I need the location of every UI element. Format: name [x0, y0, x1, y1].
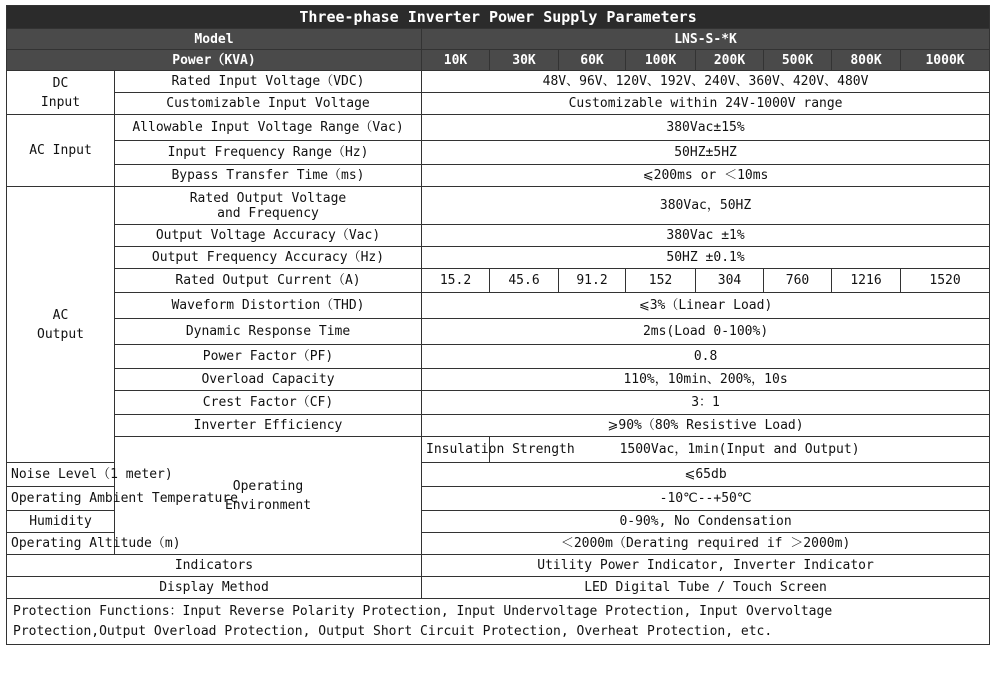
power-value: 200K [696, 50, 764, 71]
group-ac-output [7, 187, 115, 463]
param-label: Power Factor（PF) [115, 345, 422, 369]
power-label: Power（KVA) [7, 50, 422, 71]
power-row [7, 50, 990, 71]
power-value: 1000K [901, 50, 990, 71]
param-label [115, 187, 422, 225]
param-label: Dynamic Response Time [115, 319, 422, 345]
table-row [7, 555, 990, 577]
param-value: 50HZ ±0.1% [422, 247, 990, 269]
title-row [7, 6, 990, 29]
table-row [7, 577, 990, 599]
param-value: 50HZ±5HZ [422, 141, 990, 165]
param-label: Humidity [7, 511, 115, 533]
table-row [7, 225, 990, 247]
param-value: ⩽200ms or ＜10ms [422, 165, 990, 187]
current-value: 760 [764, 269, 832, 293]
table-row [7, 165, 990, 187]
power-value: 800K [832, 50, 901, 71]
param-label: Input Frequency Range（Hz) [115, 141, 422, 165]
group-label-line: Environment [224, 497, 312, 513]
table-row [7, 93, 990, 115]
param-label: Indicators [7, 555, 422, 577]
param-label: Crest Factor（CF) [115, 391, 422, 415]
table-row [7, 115, 990, 141]
param-label: Waveform Distortion（THD) [115, 293, 422, 319]
param-value: 380Vac，50HZ [422, 187, 990, 225]
param-label: Output Voltage Accuracy（Vac) [115, 225, 422, 247]
current-value: 152 [626, 269, 696, 293]
param-value: -10℃--+50℃ [422, 487, 990, 511]
table-title: Three-phase Inverter Power Supply Parameters [7, 6, 990, 29]
power-value: 60K [559, 50, 626, 71]
group-label-line: Operating [232, 478, 304, 494]
model-row [7, 29, 990, 50]
group-dc-input [7, 71, 115, 115]
param-label: Insulation Strength [422, 437, 490, 463]
current-value: 91.2 [559, 269, 626, 293]
param-label-line: and Frequency [217, 205, 319, 221]
param-label: Display Method [7, 577, 422, 599]
param-value: ⩽3%（Linear Load) [422, 293, 990, 319]
group-label-line: AC [52, 307, 69, 323]
table-row [7, 415, 990, 437]
group-label-line: Input [40, 94, 81, 110]
table-row [7, 437, 990, 463]
current-value: 45.6 [490, 269, 559, 293]
param-value: ＜2000m（Derating required if ＞2000m) [422, 533, 990, 555]
param-value: 3：1 [422, 391, 990, 415]
protection-line: Protection Functions：Input Reverse Polarity Protection, Input Undervoltage Protection, Input Overvoltage [13, 603, 833, 619]
current-value: 304 [696, 269, 764, 293]
current-value: 15.2 [422, 269, 490, 293]
param-value: ⩾90%（80% Resistive Load) [422, 415, 990, 437]
table-row [7, 71, 990, 93]
power-value: 100K [626, 50, 696, 71]
table-row [7, 269, 990, 293]
power-value: 500K [764, 50, 832, 71]
table-row [7, 391, 990, 415]
param-label: Allowable Input Voltage Range（Vac) [115, 115, 422, 141]
table-row [7, 319, 990, 345]
param-label: Rated Output Current（A) [115, 269, 422, 293]
param-label: Bypass Transfer Time（ms) [115, 165, 422, 187]
param-label: Output Frequency Accuracy（Hz) [115, 247, 422, 269]
group-ac-input: AC Input [7, 115, 115, 187]
param-value: 2ms(Load 0-100%) [422, 319, 990, 345]
param-value: 48V、96V、120V、192V、240V、360V、420V、480V [422, 71, 990, 93]
model-label: Model [7, 29, 422, 50]
table-row [7, 187, 990, 225]
param-label: Operating Ambient Temperature [7, 487, 115, 511]
protection-functions [7, 599, 990, 645]
param-value: 0-90%, No Condensation [422, 511, 990, 533]
power-value: 10K [422, 50, 490, 71]
param-label: Inverter Efficiency [115, 415, 422, 437]
param-value: Utility Power Indicator, Inverter Indicator [422, 555, 990, 577]
param-label: Rated Input Voltage（VDC) [115, 71, 422, 93]
param-label: Noise Level（1 meter) [7, 463, 115, 487]
param-label-line: Rated Output Voltage [189, 190, 347, 206]
param-label: Overload Capacity [115, 369, 422, 391]
param-value: 0.8 [422, 345, 990, 369]
param-value: LED Digital Tube / Touch Screen [422, 577, 990, 599]
group-label-line: DC [52, 75, 69, 91]
current-value: 1520 [901, 269, 990, 293]
current-value: 1216 [832, 269, 901, 293]
protection-row [7, 599, 990, 645]
protection-line: Protection,Output Overload Protection, Output Short Circuit Protection, Overheat Protection, etc. [13, 623, 773, 639]
param-value: ⩽65db [422, 463, 990, 487]
table-row [7, 247, 990, 269]
param-value: Customizable within 24V-1000V range [422, 93, 990, 115]
param-value: 380Vac ±1% [422, 225, 990, 247]
param-value: 110%，10min、200%，10s [422, 369, 990, 391]
table-row [7, 293, 990, 319]
param-value: 1500Vac，1min(Input and Output) [490, 437, 990, 463]
param-label: Operating Altitude（m) [7, 533, 115, 555]
table-row [7, 369, 990, 391]
param-value: 380Vac±15% [422, 115, 990, 141]
parameters-table [6, 5, 990, 645]
param-label: Customizable Input Voltage [115, 93, 422, 115]
power-value: 30K [490, 50, 559, 71]
model-value: LNS-S-*K [422, 29, 990, 50]
table-row [7, 345, 990, 369]
table-row [7, 141, 990, 165]
group-label-line: Output [37, 326, 84, 342]
